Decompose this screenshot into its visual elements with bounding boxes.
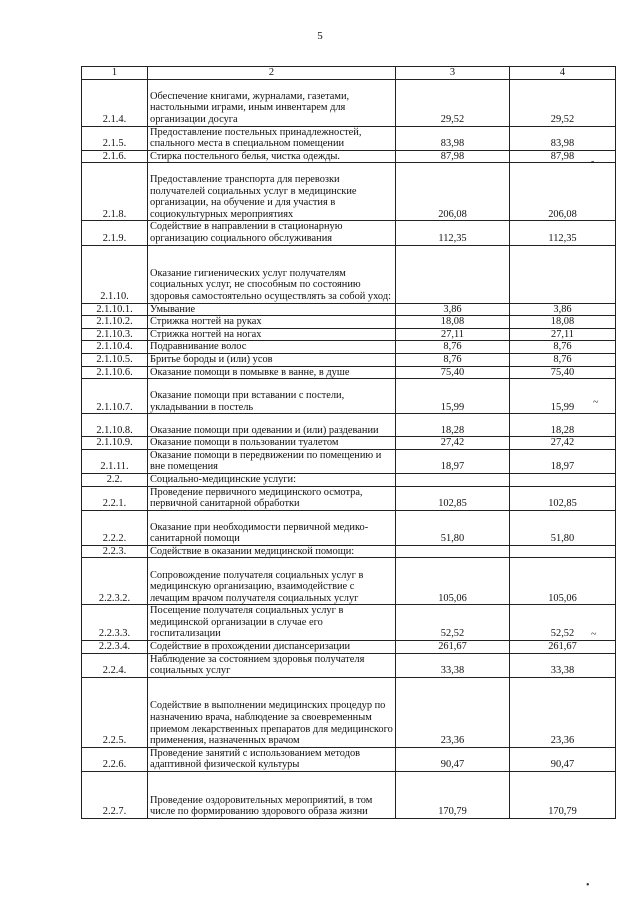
table-row (82, 316, 616, 329)
row-value-col3: 105,06 (396, 558, 510, 605)
row-value-col3: 261,67 (396, 641, 510, 654)
table-row (82, 341, 616, 354)
row-value-col4: 51,80 (510, 510, 616, 545)
row-description: Подравнивание волос (148, 341, 396, 354)
scan-mark: ~ (591, 629, 597, 640)
row-value-col4: 90,47 (510, 747, 616, 771)
row-description: Стирка постельного белья, чистка одежды. (148, 150, 396, 163)
row-code: 2.1.11. (82, 449, 148, 473)
row-value-col4: 102,85 (510, 486, 616, 510)
row-value-col4: 8,76 (510, 353, 616, 366)
column-header: 1 (82, 67, 148, 80)
column-header: 2 (148, 67, 396, 80)
row-description: Предоставление постельных принадлежностей, спального места в специальном помещении (148, 126, 396, 150)
row-value-col3: 23,36 (396, 677, 510, 747)
row-value-col4: 18,28 (510, 414, 616, 437)
row-description: Содействие в выполнении медицинских процедур по назначению врача, наблюдение за своевременным приемом лекарственных препаратов для медицинского применения, назначенных врачом (148, 677, 396, 747)
row-value-col3: 18,97 (396, 449, 510, 473)
row-code: 2.1.10.2. (82, 316, 148, 329)
row-description: Бритье бороды и (или) усов (148, 353, 396, 366)
row-description: Наблюдение за состоянием здоровья получателя социальных услуг (148, 653, 396, 677)
row-description: Оказание помощи при вставании с постели, укладывании в постель (148, 379, 396, 414)
row-description: Посещение получателя социальных услуг в медицинской организации в случае его госпитализации (148, 605, 396, 641)
row-description: Умывание (148, 303, 396, 316)
row-value-col4: 27,11 (510, 328, 616, 341)
row-value-col4: 23,36 (510, 677, 616, 747)
row-code: 2.2.2. (82, 510, 148, 545)
table-row (82, 653, 616, 677)
row-value-col4: 83,98 (510, 126, 616, 150)
row-code: 2.1.6. (82, 150, 148, 163)
row-value-col4 (510, 473, 616, 486)
row-value-col3: 75,40 (396, 366, 510, 379)
scan-mark: - (591, 156, 595, 167)
row-description: Оказание помощи в помывке в ванне, в душе (148, 366, 396, 379)
table-row (82, 558, 616, 605)
row-description: Стрижка ногтей на руках (148, 316, 396, 329)
table-row (82, 449, 616, 473)
row-value-col3: 18,08 (396, 316, 510, 329)
row-code: 2.2.5. (82, 677, 148, 747)
table-row (82, 747, 616, 771)
table-row (82, 353, 616, 366)
row-description: Обеспечение книгами, журналами, газетами, настольными играми, иным инвентарем для организации досуга (148, 79, 396, 126)
row-value-col4: 170,79 (510, 772, 616, 819)
table-row (82, 221, 616, 245)
row-description: Оказание помощи при одевании и (или) раздевании (148, 414, 396, 437)
table-row (82, 486, 616, 510)
row-value-col3: 27,11 (396, 328, 510, 341)
table-row (82, 677, 616, 747)
table-row (82, 79, 616, 126)
row-value-col3 (396, 473, 510, 486)
row-code: 2.1.10. (82, 245, 148, 303)
row-value-col4 (510, 245, 616, 303)
row-value-col4: 3,86 (510, 303, 616, 316)
row-value-col4: 261,67 (510, 641, 616, 654)
row-description: Оказание помощи в передвижении по помещению и вне помещения (148, 449, 396, 473)
scan-mark: ~ (593, 397, 599, 408)
row-description: Оказание при необходимости первичной медико-санитарной помощи (148, 510, 396, 545)
row-value-col3 (396, 545, 510, 558)
column-header: 4 (510, 67, 616, 80)
row-value-col3: 29,52 (396, 79, 510, 126)
row-value-col4: 105,06 (510, 558, 616, 605)
table-row (82, 605, 616, 641)
row-value-col3: 87,98 (396, 150, 510, 163)
row-value-col4: 27,42 (510, 437, 616, 450)
row-code: 2.1.10.6. (82, 366, 148, 379)
row-code: 2.1.4. (82, 79, 148, 126)
row-value-col3: 90,47 (396, 747, 510, 771)
row-value-col3: 170,79 (396, 772, 510, 819)
row-code: 2.1.10.4. (82, 341, 148, 354)
table-row (82, 245, 616, 303)
table-row (82, 379, 616, 414)
row-description: Стрижка ногтей на ногах (148, 328, 396, 341)
row-value-col3: 52,52 (396, 605, 510, 641)
row-value-col3: 33,38 (396, 653, 510, 677)
table-row (82, 437, 616, 450)
row-description: Проведение занятий с использованием методов адаптивной физической культуры (148, 747, 396, 771)
row-description: Проведение оздоровительных мероприятий, в том числе по формированию здорового образа жизни (148, 772, 396, 819)
table-row (82, 303, 616, 316)
table-row (82, 510, 616, 545)
row-value-col3: 206,08 (396, 163, 510, 221)
row-value-col3: 8,76 (396, 353, 510, 366)
page-number: 5 (317, 30, 323, 42)
row-value-col4: 87,98 (510, 150, 616, 163)
row-code: 2.1.9. (82, 221, 148, 245)
table-row (82, 772, 616, 819)
table-row (82, 163, 616, 221)
scan-mark: • (586, 880, 590, 891)
row-code: 2.1.10.8. (82, 414, 148, 437)
row-code: 2.2.7. (82, 772, 148, 819)
row-code: 2.2. (82, 473, 148, 486)
row-description: Социально-медицинские услуги: (148, 473, 396, 486)
row-value-col3: 18,28 (396, 414, 510, 437)
table-row (82, 126, 616, 150)
row-code: 2.2.6. (82, 747, 148, 771)
row-value-col3: 8,76 (396, 341, 510, 354)
tariff-table (81, 66, 616, 819)
row-value-col3 (396, 245, 510, 303)
row-code: 2.1.8. (82, 163, 148, 221)
row-value-col4: 18,97 (510, 449, 616, 473)
row-description: Оказание гигиенических услуг получателям социальных услуг, не способным по состоянию здоровья самостоятельно осуществлять за собой уход: (148, 245, 396, 303)
row-code: 2.2.3.4. (82, 641, 148, 654)
table-row (82, 641, 616, 654)
row-code: 2.2.3.3. (82, 605, 148, 641)
row-value-col4 (510, 545, 616, 558)
row-description: Предоставление транспорта для перевозки получателей социальных услуг в медицинские организации, на обучение и для участия в социокультурных мероприятиях (148, 163, 396, 221)
row-value-col4: 206,08 (510, 163, 616, 221)
row-value-col3: 112,35 (396, 221, 510, 245)
table-row (82, 473, 616, 486)
header-row (82, 67, 616, 80)
row-value-col3: 15,99 (396, 379, 510, 414)
row-code: 2.1.5. (82, 126, 148, 150)
row-value-col4: 8,76 (510, 341, 616, 354)
row-value-col4: 33,38 (510, 653, 616, 677)
row-description: Проведение первичного медицинского осмотра, первичной санитарной обработки (148, 486, 396, 510)
row-code: 2.2.4. (82, 653, 148, 677)
row-value-col3: 51,80 (396, 510, 510, 545)
row-code: 2.2.3.2. (82, 558, 148, 605)
row-code: 2.2.1. (82, 486, 148, 510)
row-value-col4: 29,52 (510, 79, 616, 126)
row-description: Содействие в прохождении диспансеризации (148, 641, 396, 654)
row-description: Содействие в оказании медицинской помощи: (148, 545, 396, 558)
row-description: Содействие в направлении в стационарную организацию социального обслуживания (148, 221, 396, 245)
table-row (82, 150, 616, 163)
table-row (82, 366, 616, 379)
row-description: Оказание помощи в пользовании туалетом (148, 437, 396, 450)
row-value-col4: 18,08 (510, 316, 616, 329)
row-code: 2.1.10.1. (82, 303, 148, 316)
row-value-col4: 52,52 (510, 605, 616, 641)
row-value-col4: 112,35 (510, 221, 616, 245)
table-row (82, 545, 616, 558)
row-code: 2.1.10.9. (82, 437, 148, 450)
row-value-col4: 15,99 (510, 379, 616, 414)
row-value-col3: 102,85 (396, 486, 510, 510)
row-value-col3: 27,42 (396, 437, 510, 450)
row-code: 2.1.10.3. (82, 328, 148, 341)
row-code: 2.1.10.7. (82, 379, 148, 414)
row-description: Сопровождение получателя социальных услуг в медицинскую организацию, взаимодействие с лечащим врачом получателя социальных услуг (148, 558, 396, 605)
row-value-col3: 83,98 (396, 126, 510, 150)
column-header: 3 (396, 67, 510, 80)
table-row (82, 414, 616, 437)
row-code: 2.1.10.5. (82, 353, 148, 366)
row-value-col3: 3,86 (396, 303, 510, 316)
row-code: 2.2.3. (82, 545, 148, 558)
row-value-col4: 75,40 (510, 366, 616, 379)
table-row (82, 328, 616, 341)
